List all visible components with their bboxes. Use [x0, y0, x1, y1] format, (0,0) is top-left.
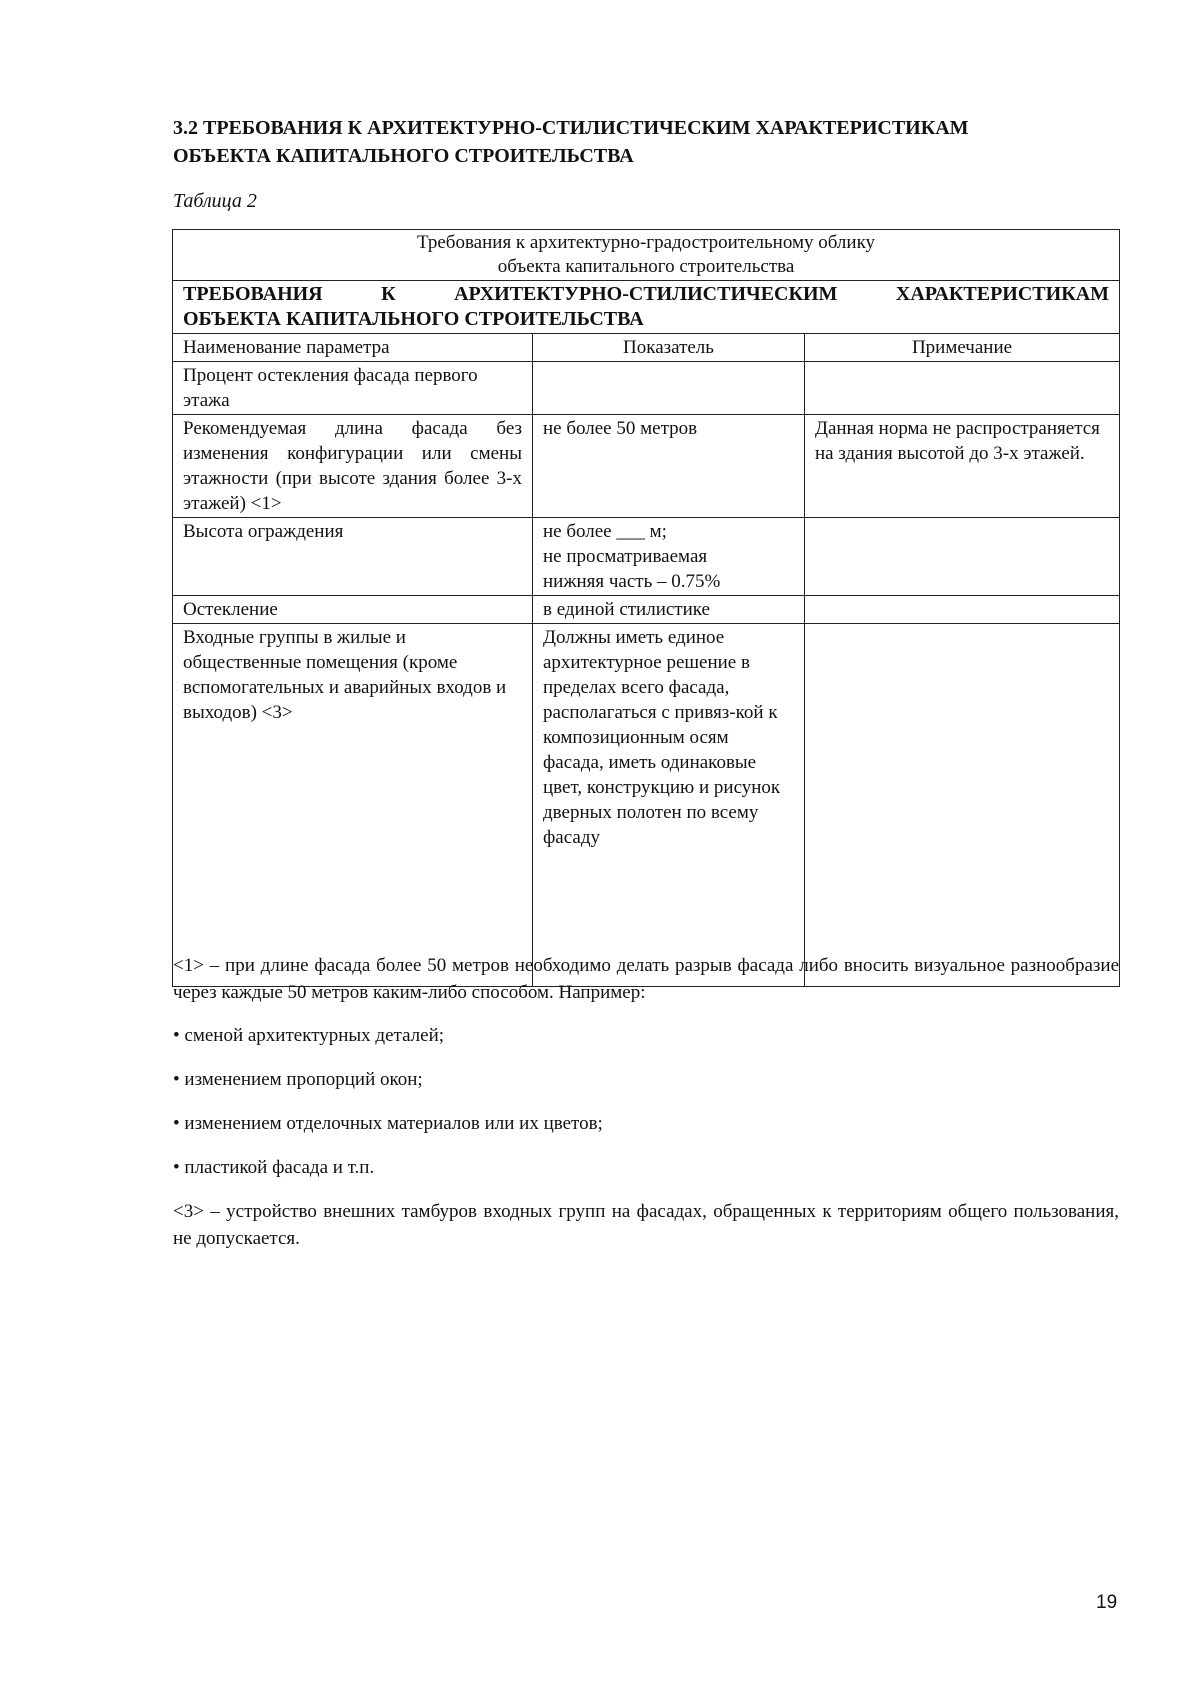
- param-cell: Процент остекления фасада первого этажа: [173, 362, 533, 415]
- table-header-row: [173, 334, 1120, 362]
- table-subtitle-line-2: ОБЪЕКТА КАПИТАЛЬНОГО СТРОИТЕЛЬСТВА: [183, 308, 644, 330]
- requirements-table: [172, 229, 1120, 987]
- value-cell: [533, 362, 805, 415]
- bullet-item: • сменой архитектурных деталей;: [173, 1025, 445, 1046]
- column-header-parameter: Наименование параметра: [173, 334, 533, 362]
- page-number: 19: [1096, 1592, 1118, 1613]
- table-subtitle-row: [173, 281, 1120, 334]
- value-cell: не более 50 метров: [533, 415, 805, 518]
- footnote-3: <3> – устройство внешних тамбуров входных групп на фасадах, обращенных к территориям общего пользования, не допускается.: [173, 1201, 1119, 1249]
- value-line-1: не более ___ м;: [543, 521, 667, 542]
- table-row: [173, 518, 1120, 596]
- value-cell: [533, 518, 805, 596]
- section-heading-line-2: ОБЪЕКТА КАПИТАЛЬНОГО СТРОИТЕЛЬСТВА: [173, 145, 634, 167]
- param-cell: Рекомендуемая длина фасада без изменения конфигурации или смены этажности (при высоте здания более 3-х этажей) <1>: [173, 415, 533, 518]
- note-cell: [805, 518, 1120, 596]
- table-title-cell: [173, 230, 1120, 281]
- column-header-note: Примечание: [805, 334, 1120, 362]
- param-cell: Входные группы в жилые и общественные помещения (кроме вспомогательных и аварийных входов и выходов) <3>: [173, 624, 533, 987]
- value-line-2: не просматриваемая: [543, 546, 708, 567]
- footnotes-block: [173, 952, 1119, 1252]
- note-cell: [805, 624, 1120, 987]
- column-header-value: Показатель: [533, 334, 805, 362]
- bullet-item: • пластикой фасада и т.п.: [173, 1157, 375, 1178]
- footnote-1: <1> – при длине фасада более 50 метров необходимо делать разрыв фасада либо вносить визуальное разнообразие через каждые 50 метров каким-либо способом. Например:: [173, 955, 1119, 1003]
- note-cell: [805, 362, 1120, 415]
- value-cell: Должны иметь единое архитектурное решение в пределах всего фасада, располагаться с привяз-кой к композиционным осям фасада, иметь одинаковые цвет, конструкцию и рисунок дверных полотен по всему фасаду: [533, 624, 805, 987]
- table-title-line-2: объекта капитального строительства: [497, 256, 795, 277]
- note-cell: [805, 596, 1120, 624]
- table-subtitle-cell: [173, 281, 1120, 334]
- value-line-3: нижняя часть – 0.75%: [543, 571, 721, 592]
- table-subtitle-line-1: ТРЕБОВАНИЯ К АРХИТЕКТУРНО-СТИЛИСТИЧЕСКИМ ХАРАКТЕРИСТИКАМ: [183, 283, 1110, 305]
- table-row: [173, 415, 1120, 518]
- table-row: [173, 362, 1120, 415]
- bullet-item: • изменением отделочных материалов или их цветов;: [173, 1113, 603, 1134]
- param-cell: Высота ограждения: [173, 518, 533, 596]
- table-title-line-1: Требования к архитектурно-градостроительному облику: [416, 232, 876, 253]
- note-cell: Данная норма не распространяется на здания высотой до 3-х этажей.: [805, 415, 1120, 518]
- table-title-row: [173, 230, 1120, 281]
- table-row: [173, 596, 1120, 624]
- bullet-item: • изменением пропорций окон;: [173, 1069, 423, 1090]
- table-caption: Таблица 2: [173, 190, 257, 212]
- section-heading: [173, 114, 1123, 170]
- value-cell: в единой стилистике: [533, 596, 805, 624]
- param-cell: Остекление: [173, 596, 533, 624]
- table-row: [173, 624, 1120, 987]
- section-heading-line-1: 3.2 ТРЕБОВАНИЯ К АРХИТЕКТУРНО-СТИЛИСТИЧЕСКИМ ХАРАКТЕРИСТИКАМ: [173, 117, 969, 139]
